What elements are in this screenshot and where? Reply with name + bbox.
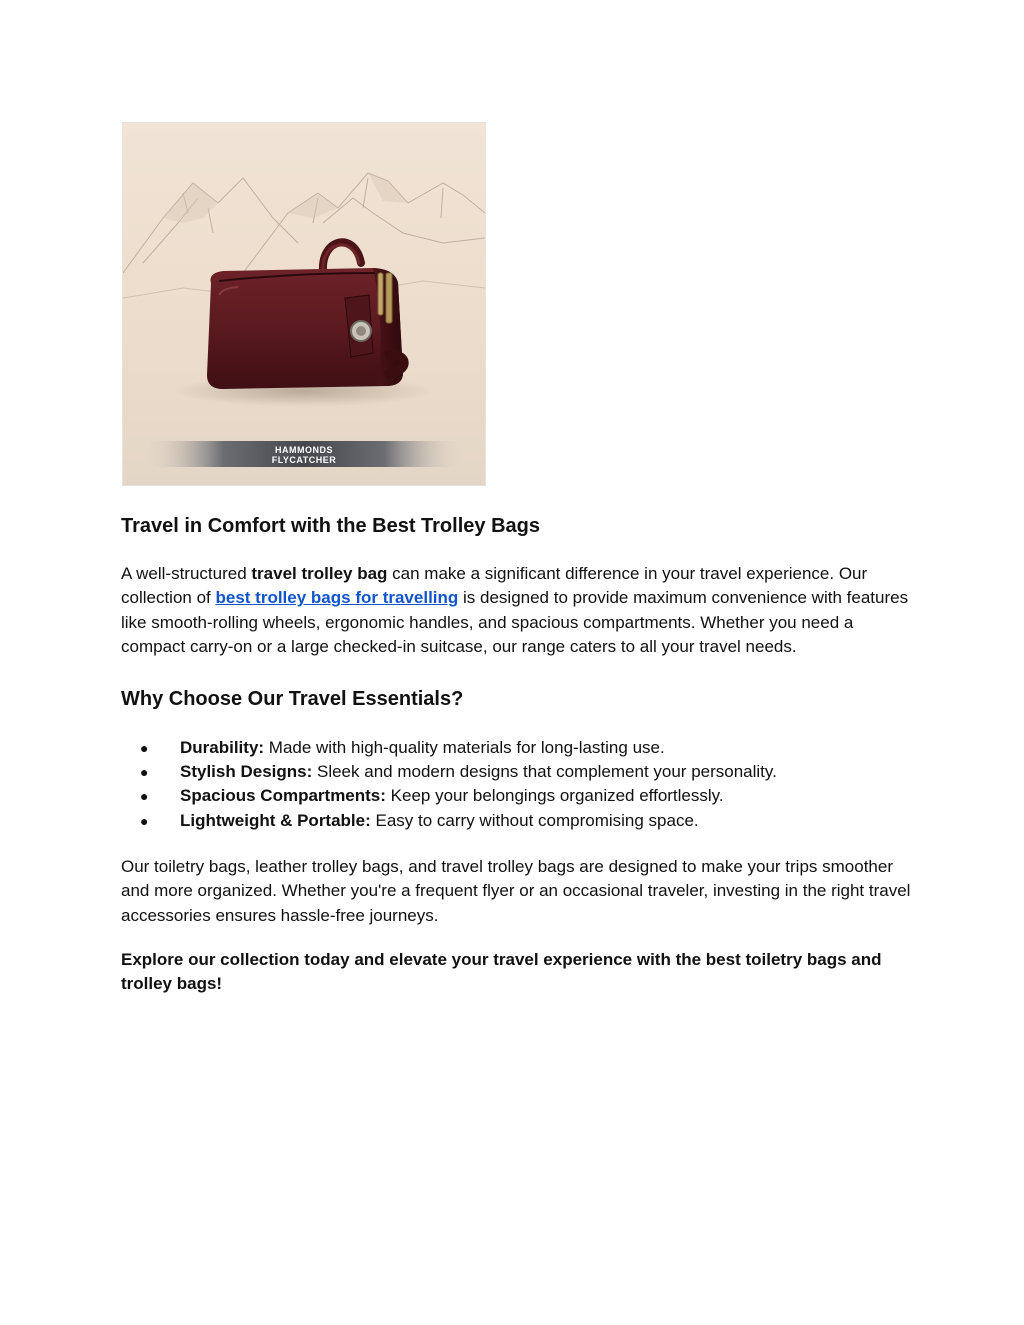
feature-label: Spacious Compartments:: [180, 786, 386, 806]
product-image: [122, 122, 486, 486]
feature-list: [121, 736, 911, 833]
feature-text: Sleek and modern designs that complement your personality.: [312, 761, 777, 781]
bullet-icon: ●: [140, 788, 149, 805]
feature-label: Lightweight & Portable:: [180, 810, 371, 830]
intro-text-b: can make a significant difference in your travel experience. Our collection of: [121, 564, 868, 608]
feature-text: Keep your belongings organized effortlessly.: [385, 786, 724, 806]
list-item: [140, 784, 911, 808]
closing-call-to-action: Explore our collection today and elevate your travel experience with the best toiletry bags and trolley bags!: [121, 950, 882, 994]
list-item: [140, 736, 911, 760]
intro-bold-keyword: travel trolley bag: [251, 564, 388, 583]
intro-paragraph: [121, 562, 911, 660]
heading-why-choose: Why Choose Our Travel Essentials?: [121, 687, 464, 710]
article-content: [121, 513, 911, 997]
intro-text-c: is designed to provide maximum convenience with features like smooth-rolling wheels, ergonomic handles, and spacious compartments. Whether you need a compact carry-on or a large checked-in suitcase, our range caters to all your travel needs.: [121, 588, 909, 657]
brand-line-1: HAMMONDS: [275, 445, 333, 455]
list-item: [140, 809, 911, 833]
bullet-icon: ●: [140, 763, 149, 780]
bullet-icon: ●: [140, 812, 149, 829]
bullet-icon: ●: [140, 739, 149, 756]
summary-paragraph: Our toiletry bags, leather trolley bags, and travel trolley bags are designed to make your trips smoother and more organized. Whether you're a frequent flyer or an occasional traveler, investing in the right travel accessories ensures hassle-free journeys.: [121, 856, 911, 925]
list-item: [140, 760, 911, 784]
brand-line-2: FLYCATCHER: [271, 455, 337, 465]
heading-travel-comfort: Travel in Comfort with the Best Trolley Bags: [121, 515, 540, 537]
feature-text: Made with high-quality materials for long-lasting use.: [264, 737, 665, 757]
best-trolley-bags-link[interactable]: best trolley bags for travelling: [215, 588, 459, 608]
intro-text-a: A well-structured: [121, 564, 252, 583]
feature-text: Easy to carry without compromising space.: [370, 810, 699, 830]
feature-label: Durability:: [180, 737, 265, 757]
feature-label: Stylish Designs:: [180, 761, 313, 781]
toiletry-bag-illustration: [123, 123, 485, 485]
